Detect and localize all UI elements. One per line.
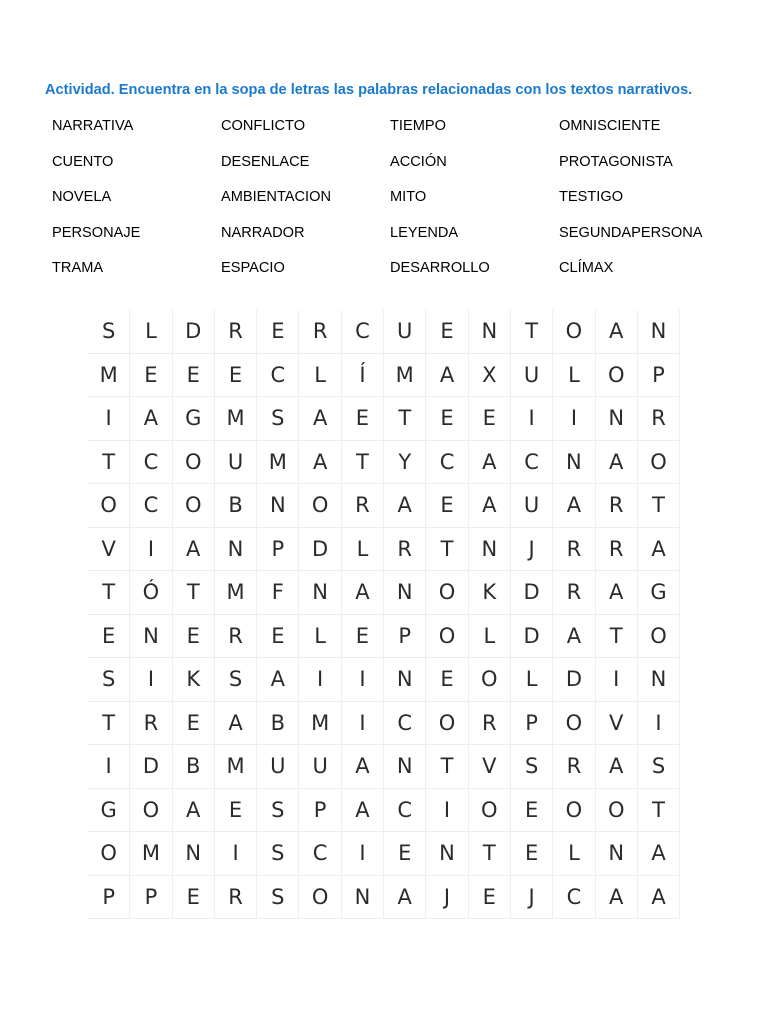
grid-cell[interactable]: R [215,310,257,354]
grid-cell[interactable]: A [342,745,384,789]
grid-cell[interactable]: X [469,354,511,398]
grid-cell[interactable]: K [173,658,215,702]
word-list-item: NARRATIVA [52,118,134,134]
word-list-item: CUENTO [52,153,114,170]
word-list-item: PERSONAJE [52,224,141,241]
grid-cell[interactable]: A [469,441,511,485]
grid-cell[interactable]: T [638,789,680,833]
grid-cell[interactable]: O [596,789,638,833]
grid-cell[interactable]: U [511,354,553,398]
grid-cell[interactable]: R [596,528,638,572]
grid-cell[interactable]: A [426,354,468,398]
grid-cell[interactable]: A [553,484,595,528]
grid-cell[interactable]: E [426,484,468,528]
grid-cell[interactable]: O [299,484,341,528]
grid-cell[interactable]: U [384,310,426,354]
grid-cell[interactable]: T [596,615,638,659]
grid-cell[interactable]: E [173,354,215,398]
grid-cell[interactable]: U [299,745,341,789]
grid-cell[interactable]: Ó [130,571,172,615]
grid-cell[interactable]: E [511,789,553,833]
grid-cell[interactable]: I [342,658,384,702]
grid-cell[interactable]: N [426,832,468,876]
grid-cell[interactable]: T [88,571,130,615]
grid-cell[interactable]: O [596,354,638,398]
grid-cell[interactable]: M [215,745,257,789]
grid-cell[interactable]: D [511,615,553,659]
grid-cell[interactable]: E [88,615,130,659]
grid-cell[interactable]: R [215,615,257,659]
grid-cell[interactable]: I [342,702,384,746]
grid-cell[interactable]: O [88,832,130,876]
grid-cell[interactable]: T [638,484,680,528]
grid-cell[interactable]: E [130,354,172,398]
word-list-item: SEGUNDAPERSONA [559,224,703,241]
grid-cell[interactable]: T [384,397,426,441]
grid-cell[interactable]: P [384,615,426,659]
word-list-item: PROTAGONISTA [559,153,673,170]
grid-cell[interactable]: C [384,789,426,833]
grid-cell[interactable]: N [384,571,426,615]
grid-cell[interactable]: S [88,658,130,702]
grid-cell[interactable]: N [342,876,384,920]
grid-cell[interactable]: R [130,702,172,746]
grid-cell[interactable]: S [88,310,130,354]
grid-cell[interactable]: D [553,658,595,702]
grid-cell[interactable]: R [384,528,426,572]
grid-cell[interactable]: O [173,441,215,485]
activity-title: Actividad. Encuentra en la sopa de letras las palabras relacionadas con los textos narrativos. [45,82,693,98]
grid-cell[interactable]: O [553,789,595,833]
grid-cell[interactable]: M [88,354,130,398]
grid-cell[interactable]: C [426,441,468,485]
grid-cell[interactable]: G [88,789,130,833]
grid-cell[interactable]: O [469,658,511,702]
grid-cell[interactable]: S [638,745,680,789]
grid-cell[interactable]: R [553,571,595,615]
grid-cell[interactable]: M [299,702,341,746]
grid-cell[interactable]: A [596,310,638,354]
grid-cell[interactable]: T [342,441,384,485]
grid-cell[interactable]: P [511,702,553,746]
grid-cell[interactable]: R [553,745,595,789]
grid-cell[interactable]: O [299,876,341,920]
grid-cell[interactable]: I [511,397,553,441]
grid-cell[interactable]: A [553,615,595,659]
grid-cell[interactable]: J [511,528,553,572]
grid-cell[interactable]: I [342,832,384,876]
grid-cell[interactable]: A [384,876,426,920]
grid-cell[interactable]: O [469,789,511,833]
grid-cell[interactable]: T [511,310,553,354]
grid-cell[interactable]: V [88,528,130,572]
grid-cell[interactable]: E [257,310,299,354]
grid-cell[interactable]: D [511,571,553,615]
grid-cell[interactable]: R [596,484,638,528]
grid-cell[interactable]: A [257,658,299,702]
grid-cell[interactable]: N [173,832,215,876]
grid-cell[interactable]: E [469,876,511,920]
grid-cell[interactable]: P [638,354,680,398]
grid-cell[interactable]: N [215,528,257,572]
word-list-item: NOVELA [52,189,112,206]
grid-cell[interactable]: E [384,832,426,876]
grid-cell[interactable]: A [596,745,638,789]
grid-cell[interactable]: I [553,397,595,441]
grid-cell[interactable]: O [173,484,215,528]
grid-cell[interactable]: N [469,528,511,572]
grid-cell[interactable]: E [469,397,511,441]
grid-cell[interactable]: E [173,876,215,920]
grid-cell[interactable]: R [553,528,595,572]
grid-cell[interactable]: S [257,832,299,876]
grid-cell[interactable]: A [342,789,384,833]
grid-cell[interactable]: A [299,397,341,441]
grid-cell[interactable]: Í [342,354,384,398]
grid-cell[interactable]: O [426,615,468,659]
grid-cell[interactable]: R [342,484,384,528]
grid-cell[interactable]: N [130,615,172,659]
grid-cell[interactable]: I [299,658,341,702]
grid-cell[interactable]: E [215,789,257,833]
grid-cell[interactable]: M [215,571,257,615]
grid-cell[interactable]: C [130,441,172,485]
grid-cell[interactable]: A [596,571,638,615]
grid-cell[interactable]: M [257,441,299,485]
grid-cell[interactable]: T [469,832,511,876]
grid-cell[interactable]: N [469,310,511,354]
grid-cell[interactable]: A [469,484,511,528]
grid-cell[interactable]: O [553,310,595,354]
grid-cell[interactable]: C [553,876,595,920]
grid-cell[interactable]: S [215,658,257,702]
grid-cell[interactable]: D [299,528,341,572]
grid-cell[interactable]: O [426,702,468,746]
grid-cell[interactable]: E [426,658,468,702]
grid-cell[interactable]: E [215,354,257,398]
grid-cell[interactable]: O [426,571,468,615]
grid-cell[interactable]: N [638,658,680,702]
grid-cell[interactable]: A [596,876,638,920]
grid-cell[interactable]: A [638,876,680,920]
grid-cell[interactable]: E [426,310,468,354]
word-list-item: AMBIENTACION [221,189,332,206]
grid-cell[interactable]: L [130,310,172,354]
word-list-item: TESTIGO [559,189,624,206]
grid-cell[interactable]: M [130,832,172,876]
grid-cell[interactable]: T [173,571,215,615]
grid-cell[interactable]: E [173,702,215,746]
grid-cell[interactable]: P [130,876,172,920]
grid-cell[interactable]: N [638,310,680,354]
grid-cell[interactable]: L [342,528,384,572]
word-list-item: ACCIÓN [390,153,447,170]
grid-cell[interactable]: O [638,441,680,485]
word-list-item: TRAMA [52,260,104,277]
grid-cell[interactable]: A [130,397,172,441]
grid-cell[interactable]: L [511,658,553,702]
grid-cell[interactable]: P [88,876,130,920]
word-search-grid [88,310,680,919]
grid-cell[interactable]: L [299,615,341,659]
grid-cell[interactable]: A [596,441,638,485]
word-list-item: ESPACIO [221,260,285,277]
grid-cell[interactable]: B [173,745,215,789]
grid-cell[interactable]: M [215,397,257,441]
grid-cell[interactable]: J [426,876,468,920]
word-list-item: MITO [390,189,427,206]
grid-cell[interactable]: B [215,484,257,528]
grid-cell[interactable]: U [511,484,553,528]
grid-cell[interactable]: A [215,702,257,746]
grid-cell[interactable]: T [426,745,468,789]
grid-cell[interactable]: I [596,658,638,702]
grid-cell[interactable]: P [299,789,341,833]
grid-cell[interactable]: V [596,702,638,746]
grid-cell[interactable]: S [257,397,299,441]
grid-cell[interactable]: P [257,528,299,572]
word-list-item: DESARROLLO [390,260,490,277]
grid-cell[interactable]: L [553,354,595,398]
grid-cell[interactable]: O [88,484,130,528]
grid-cell[interactable]: E [173,615,215,659]
grid-cell[interactable]: C [384,702,426,746]
grid-cell[interactable]: G [173,397,215,441]
word-list-item: CONFLICTO [221,118,306,134]
grid-cell[interactable]: Y [384,441,426,485]
grid-cell[interactable]: I [130,658,172,702]
word-list-item: OMNISCIENTE [559,118,661,134]
grid-cell[interactable]: I [426,789,468,833]
grid-cell[interactable]: I [215,832,257,876]
grid-cell[interactable]: A [299,441,341,485]
grid-cell[interactable]: D [130,745,172,789]
word-list-item: NARRADOR [221,224,305,241]
grid-cell[interactable]: C [511,441,553,485]
grid-cell[interactable]: N [299,571,341,615]
grid-cell[interactable]: E [342,397,384,441]
grid-cell[interactable]: S [511,745,553,789]
grid-cell[interactable]: A [173,789,215,833]
grid-cell[interactable]: E [426,397,468,441]
grid-cell[interactable]: O [130,789,172,833]
grid-cell[interactable]: R [299,310,341,354]
grid-cell[interactable]: A [638,832,680,876]
grid-cell[interactable]: U [215,441,257,485]
grid-cell[interactable]: V [469,745,511,789]
grid-cell[interactable]: N [384,658,426,702]
word-list-item: DESENLACE [221,153,310,170]
word-list-item: TIEMPO [390,118,446,134]
grid-cell[interactable]: T [426,528,468,572]
grid-cell[interactable]: N [257,484,299,528]
grid-cell[interactable]: E [257,615,299,659]
word-list-item: CLÍMAX [559,260,614,277]
grid-cell[interactable]: R [469,702,511,746]
grid-cell[interactable]: G [638,571,680,615]
grid-cell[interactable]: B [257,702,299,746]
grid-cell[interactable]: U [257,745,299,789]
grid-cell[interactable]: L [299,354,341,398]
grid-cell[interactable]: A [342,571,384,615]
grid-cell[interactable]: S [257,876,299,920]
grid-cell[interactable]: R [215,876,257,920]
grid-cell[interactable]: C [257,354,299,398]
grid-cell[interactable]: N [384,745,426,789]
word-list [52,109,728,287]
grid-cell[interactable]: O [638,615,680,659]
grid-cell[interactable]: I [88,745,130,789]
grid-cell[interactable]: I [88,397,130,441]
grid-cell[interactable]: D [173,310,215,354]
grid-cell[interactable]: J [511,876,553,920]
grid-cell[interactable]: N [553,441,595,485]
grid-cell[interactable]: N [596,397,638,441]
grid-cell[interactable]: E [511,832,553,876]
grid-cell[interactable]: C [342,310,384,354]
grid-cell[interactable]: O [553,702,595,746]
grid-cell[interactable]: S [257,789,299,833]
grid-cell[interactable]: T [88,441,130,485]
grid-cell[interactable]: A [384,484,426,528]
word-list-item: LEYENDA [390,224,459,241]
grid-cell[interactable]: I [130,528,172,572]
grid-cell[interactable]: A [173,528,215,572]
grid-cell[interactable]: E [342,615,384,659]
grid-cell[interactable]: L [553,832,595,876]
grid-cell[interactable]: L [469,615,511,659]
grid-cell[interactable]: I [638,702,680,746]
grid-cell[interactable]: C [299,832,341,876]
grid-cell[interactable]: T [88,702,130,746]
grid-cell[interactable]: F [257,571,299,615]
grid-cell[interactable]: A [638,528,680,572]
grid-cell[interactable]: M [384,354,426,398]
grid-cell[interactable]: C [130,484,172,528]
grid-cell[interactable]: K [469,571,511,615]
grid-cell[interactable]: R [638,397,680,441]
grid-cell[interactable]: N [596,832,638,876]
